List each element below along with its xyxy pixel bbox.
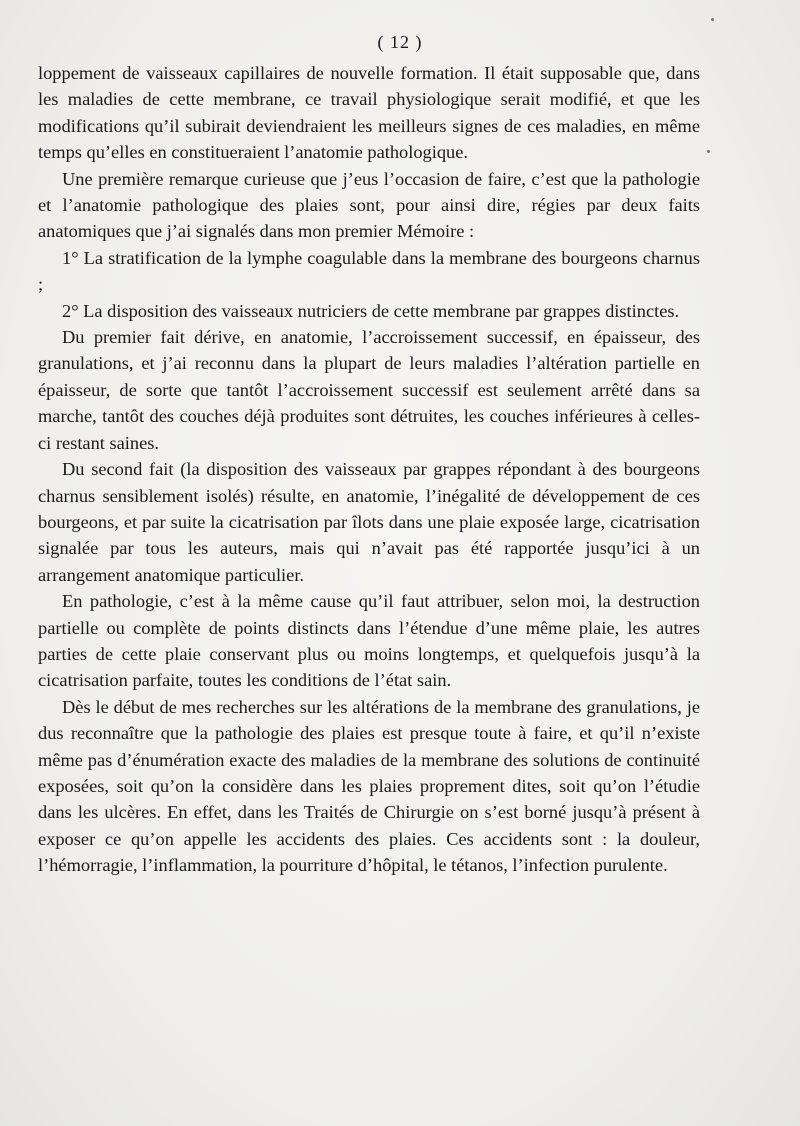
paragraph-4: Du second fait (la disposition des vaisseaux par grappes répondant à des bourgeons charnus sensiblement isolés) résulte, en anatomie, l’inégalité de développement de ces bourgeons, et par suite la cicatrisation par îlots dans une plaie exposée large, cicatrisation signalée par tous les auteurs, mais qui n’avait pas été rapportée jusqu’ici à un arrangement anatomique particulier. xyxy=(38,459,700,585)
margin-speck xyxy=(707,150,710,153)
paragraph-5: En pathologie, c’est à la même cause qu’il faut attribuer, selon moi, la destruction partielle ou complète de points distincts dans l’étendue d’une même plaie, les autres parties de cette plaie conservant plus ou moins longtemps, et quelquefois jusqu’à la cicatrisation parfaite, toutes les conditions de l’état sain. xyxy=(38,591,700,691)
paragraph-6: Dès le début de mes recherches sur les altérations de la membrane des granulations, je dus reconnaître que la pathologie des plaies est presque toute à faire, et qu’il n’existe même pas d’énumération exacte des maladies de la membrane des solutions de continuité exposées, soit qu’on la considère dans les plaies proprement dites, soit qu’on l’étudie dans les ulcères. En effet, dans les Traités de Chirurgie on s’est borné jusqu’à présent à exposer ce qu’on appelle les accidents des plaies. Ces accidents sont : la douleur, l’hémorragie, l’inflammation, la pourriture d’hôpital, le tétanos, l’infection purulente. xyxy=(38,696,700,876)
list-item-1: 1° La stratification de la lymphe coagulable dans la membrane des bourgeons charnus ; xyxy=(38,247,700,295)
paragraph-1: loppement de vaisseaux capillaires de nouvelle formation. Il était supposable que, dans les maladies de cette membrane, ce travail physiologique serait modifié, et que les modifications qu’il subirait deviendraient les meilleurs signes de ces maladies, en même temps qu’elles en constitueraient l’anatomie pathologique. xyxy=(38,63,700,163)
margin-speck xyxy=(711,18,714,21)
list-item-2: 2° La disposition des vaisseaux nutriciers de cette membrane par grappes distinctes. xyxy=(62,300,680,321)
page-body xyxy=(38,60,700,879)
paragraph-3: Du premier fait dérive, en anatomie, l’accroissement successif, en épaisseur, des granulations, et j’ai reconnu dans la plupart de leurs maladies l’altération partielle en épaisseur, de sorte que tantôt l’accroissement successif est seulement arrêté dans sa marche, tantôt des couches déjà produites sont détruites, les couches inférieures à celles-ci restant saines. xyxy=(38,327,700,453)
paragraph-2: Une première remarque curieuse que j’eus l’occasion de faire, c’est que la pathologie et l’anatomie pathologique des plaies sont, pour ainsi dire, régies par deux faits anatomiques que j’ai signalés dans mon premier Mémoire : xyxy=(38,168,700,242)
page-number: ( 12 ) xyxy=(377,32,423,52)
